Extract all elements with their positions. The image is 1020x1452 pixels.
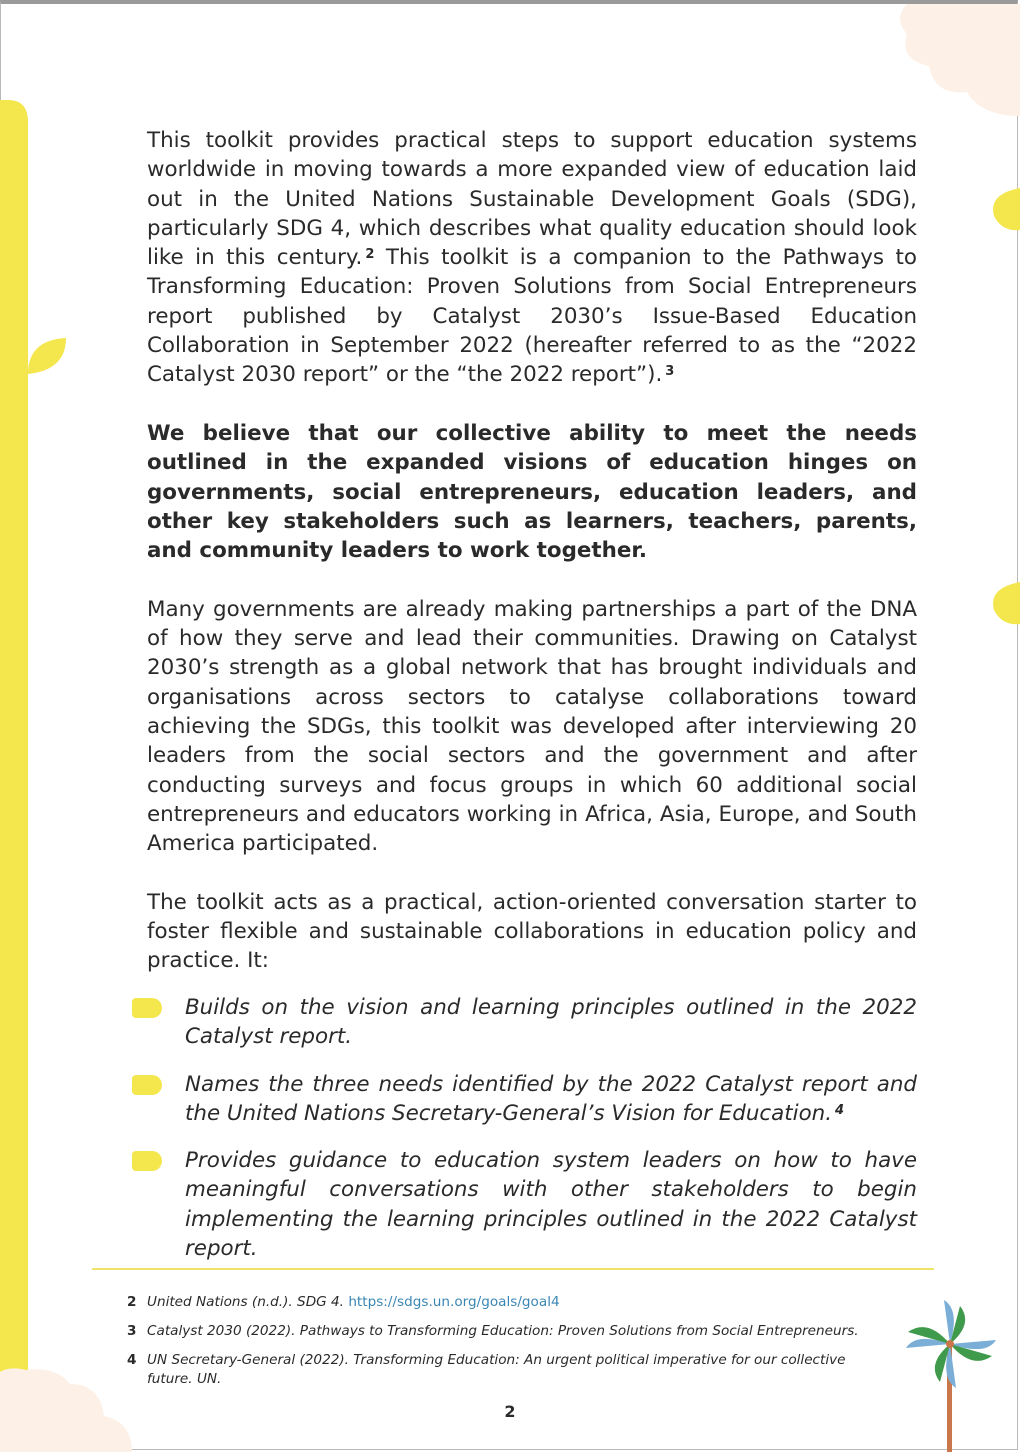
list-item: Provides guidance to education system leaders on how to have meaningful conversations with other stakeholders to begin implementing the learning principles outlined in the 2022 Catalyst report.: [185, 1146, 917, 1263]
leaf-icon: [988, 580, 1020, 626]
toolkit-paragraph: The toolkit acts as a practical, action-oriented conversation starter to foster flexible and sustainable collaborations in education policy and practice. It:: [147, 889, 917, 974]
page-number: 2: [504, 1402, 516, 1421]
list-item: Names the three needs identified by the 2022 Catalyst report and the United Nations Secretary-General’s Vision for Education. $^4$: [185, 1070, 917, 1129]
leaf-icon: [26, 336, 68, 376]
bullet-marker: [132, 1075, 162, 1095]
list-item: Builds on the vision and learning principles outlined in the 2022 Catalyst report.: [185, 993, 917, 1052]
leaf-icon: [988, 186, 1020, 232]
footnote-item: 2 United Nations (n.d.). SDG 4. https://sdgs.un.org/goals/goal4: [127, 1294, 560, 1310]
footnote-divider: [92, 1268, 934, 1270]
bullet-marker: [132, 998, 162, 1018]
cloud-shape: [895, 4, 1020, 116]
intro-paragraph: This toolkit provides practical steps to support education systems worldwide in moving towards a more expanded view of education laid out in the United Nations Sustainable Development Goals (SDG), particularly SDG 4, which describes what quality education should look like in this century. $^2$ This toolkit is a companion to the Pathways to Transforming Education: Proven Solutions from Social Entrepreneurs report published by Catalyst 2030’s Issue-Based Education Collaboration in September 2022 (hereafter referred to as the “2022 Catalyst 2030 report” or the “the 2022 report”). $^3$: [147, 128, 917, 388]
footnotes: [127, 1293, 867, 1399]
footnote-item: 3 Catalyst 2030 (2022). Pathways to Transforming Education: Proven Solutions from Social Entrepreneurs.: [127, 1323, 859, 1339]
bullet-marker: [132, 1151, 162, 1171]
footnote-ref: 4: [835, 1102, 845, 1118]
belief-statement: We believe that our collective ability to meet the needs outlined in the expanded visions of education hinges on governments, social entrepreneurs, education leaders, and other key stakeholders such as learners, teachers, parents, and community leaders to work together.: [147, 420, 917, 564]
pinwheel-icon: [900, 1296, 1004, 1452]
left-accent-bar: [0, 100, 30, 1452]
footnote-item: 4 UN Secretary-General (2022). Transforming Education: An urgent political imperative for our collective future. UN.: [127, 1352, 846, 1387]
footnote-link[interactable]: https://sdgs.un.org/goals/goal4: [348, 1294, 560, 1310]
footnote-ref: 2: [365, 247, 375, 263]
footnote-ref: 3: [665, 364, 675, 380]
toolkit-bullet-list: [147, 993, 917, 1263]
main-content: [147, 126, 917, 1281]
partnerships-paragraph: Many governments are already making partnerships a part of the DNA of how they serve and lead their communities. Drawing on Catalyst 2030’s strength as a global network that has brought individuals and organisations across sectors to catalyse collaborations toward achieving the SDGs, this toolkit was developed after interviewing 20 leaders from the social sectors and the government and after conducting surveys and focus groups in which 60 additional social entrepreneurs and educators working in Africa, Asia, Europe, and South America participated.: [147, 596, 917, 857]
